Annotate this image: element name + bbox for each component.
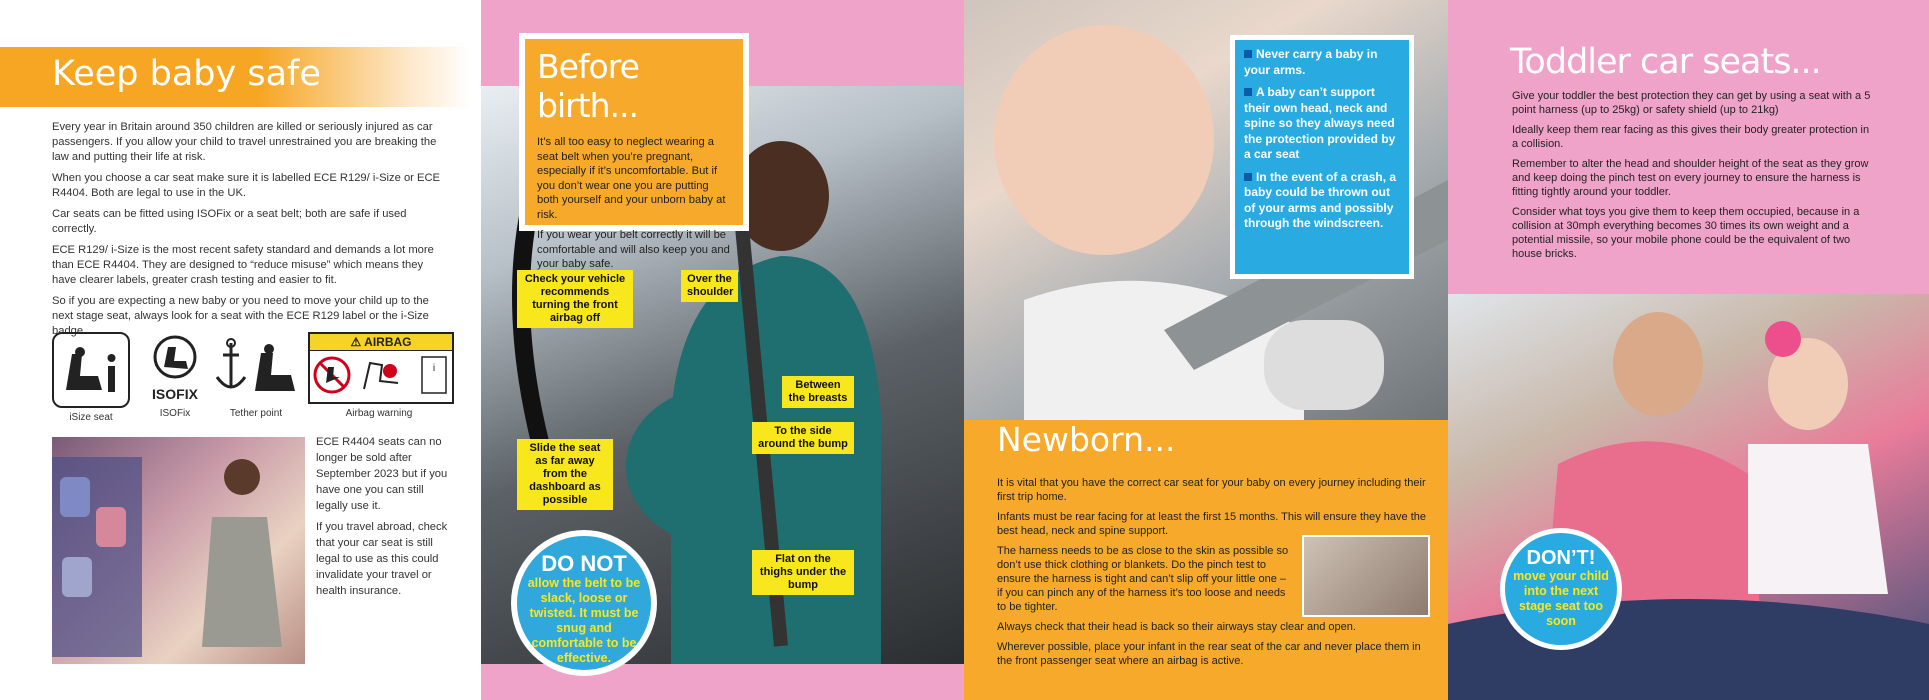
paragraph: Infants must be rear facing for at least the first 15 months. This will ensure they have the best head, neck and spine support. (997, 511, 1427, 537)
dont-badge (1500, 528, 1622, 650)
label-seat: Slide the seat as far away from the dashboard as possible (517, 439, 613, 510)
toddler-text (1512, 89, 1872, 267)
shopping-photo (52, 437, 305, 664)
paragraph: The harness needs to be as close to the skin as possible so don’t use thick clothing or blankets. Do the pinch test to ensure the harness is tight and can’t slip off your little one – if you can pinch any of the harness it’s too loose and needs to be tighter. (997, 545, 1289, 613)
side-text (316, 434, 451, 604)
svg-text:i: i (432, 363, 436, 374)
panel-newborn (964, 0, 1448, 700)
label-bump: To the side around the bump (752, 422, 854, 454)
bullet-text: In the event of a crash, a baby could be thrown out of your arms and possibly through the windscreen. (1244, 169, 1397, 230)
bullet-text: A baby can’t support their own head, neck and spine so they always need the protection provided by a car seat (1244, 85, 1396, 161)
badge-caption: Airbag warning (345, 408, 413, 419)
paragraph: Ideally keep them rear facing as this gives their body greater protection in a collision. (1512, 124, 1870, 150)
paragraph: Every year in Britain around 350 children are killed or seriously injured as car passengers. If you allow your child to travel unrestrained you are breaking the law and putting their life at risk. (52, 121, 437, 163)
airbag-warning-icon (308, 332, 454, 404)
car-seat-badges (52, 332, 450, 424)
bullet-item (1244, 85, 1400, 163)
dont-title: DON’T! (1526, 547, 1596, 569)
paragraph: It’s all too easy to neglect wearing a seat belt when you’re pregnant, especially if it’s uncomfortable. But if you don’t wear one you are putting both yourself and your unborn baby at risk. (537, 136, 726, 221)
section-title: Toddler car seats... (1510, 42, 1821, 82)
panel-before-birth (481, 0, 964, 700)
bullet-square-icon (1244, 88, 1252, 96)
label-thighs: Flat on the thighs under the bump (752, 550, 854, 595)
pinch-test-photo (1302, 535, 1430, 617)
do-not-text: allow the belt to be slack, loose or twisted. It must be snug and comfortable to be effective. (527, 576, 641, 665)
isize-badge (52, 332, 130, 423)
label-shoulder: Over the shoulder (681, 270, 738, 302)
label-breasts: Between the breasts (782, 376, 854, 408)
isofix-logo-text: ISOFIX (152, 386, 198, 402)
isofix-icon (138, 332, 212, 404)
tether-badge (210, 332, 302, 419)
airbag-badge (308, 332, 454, 419)
paragraph: It is vital that you have the correct car seat for your baby on every journey including their first trip home. (997, 477, 1426, 503)
section-title: Before birth... (537, 47, 639, 125)
paragraph: Car seats can be fitted using ISOFix or a seat belt; both are safe if used correctly. (52, 208, 407, 235)
before-birth-box (519, 33, 749, 270)
warning-box (1230, 35, 1414, 279)
paragraph: Consider what toys you give them to keep them occupied, because in a collision at 30mph everything becomes 30 times its own weight and a potential missile, so your mobile phone could be the equivalent of two house bricks. (1512, 206, 1860, 260)
tether-anchor-icon (210, 332, 302, 404)
panel-toddler (1448, 0, 1929, 700)
paragraph: Give your toddler the best protection they can get by using a seat with a 5 point harness (up to 25kg) or safety shield (up to 21kg) (1512, 90, 1871, 116)
paragraph: ECE R4404 seats can no longer be sold after September 2023 but if you have one you can still legally use it. (316, 436, 448, 512)
badge-caption: ISOFix (159, 408, 191, 419)
panel-keep-baby-safe (0, 0, 481, 700)
badge-caption: Tether point (229, 408, 283, 419)
bullet-square-icon (1244, 173, 1252, 181)
do-not-badge (511, 530, 657, 676)
paragraph: If you wear your belt correctly it will be comfortable and will also keep you and your baby safe. (537, 229, 730, 270)
paragraph: ECE R129/ i-Size is the most recent safety standard and demands a lot more than ECE R4404. They are designed to “reduce misuse” which means they have clearer labels, greater crash testing and easier to fit. (52, 244, 434, 286)
label-airbag: Check your vehicle recommends turning the front airbag off (517, 270, 633, 328)
father-toddler-photo (1448, 294, 1929, 700)
badge-caption: iSize seat (69, 412, 113, 423)
do-not-title: DO NOT (541, 551, 627, 576)
paragraph: If you travel abroad, check that your car seat is still legal to use as this could invalidate your travel or health insurance. (316, 521, 448, 597)
bullet-item (1244, 47, 1400, 78)
section-title: Newborn... (997, 420, 1176, 459)
paragraph: Always check that their head is back so their airways stay clear and open. (997, 621, 1356, 633)
dont-text: move your child into the next stage seat too soon (1513, 569, 1609, 628)
paragraph: Remember to alter the head and shoulder height of the seat as they grow and keep doing the pinch test on every journey to ensure the harness is fitting tightly around your toddler. (1512, 158, 1869, 198)
airbag-label: ⚠ AIRBAG (310, 334, 452, 351)
bullet-square-icon (1244, 50, 1252, 58)
intro-text (52, 120, 444, 345)
isofix-badge (138, 332, 212, 419)
page-title: Keep baby safe (52, 54, 321, 94)
paragraph: When you choose a car seat make sure it is labelled ECE R129/ i-Size or ECE R4404. Both are legal to use in the UK. (52, 172, 441, 199)
bullet-item (1244, 170, 1400, 232)
bullet-text: Never carry a baby in your arms. (1244, 47, 1378, 77)
paragraph: So if you are expecting a new baby or you need to move your child up to the next stage seat, always look for a seat with the ECE R129 label or the i-Size badge. (52, 295, 429, 337)
paragraph: Wherever possible, place your infant in the rear seat of the car and never place them in the front passenger seat where an airbag is active. (997, 641, 1421, 667)
isize-seat-icon (52, 332, 130, 408)
